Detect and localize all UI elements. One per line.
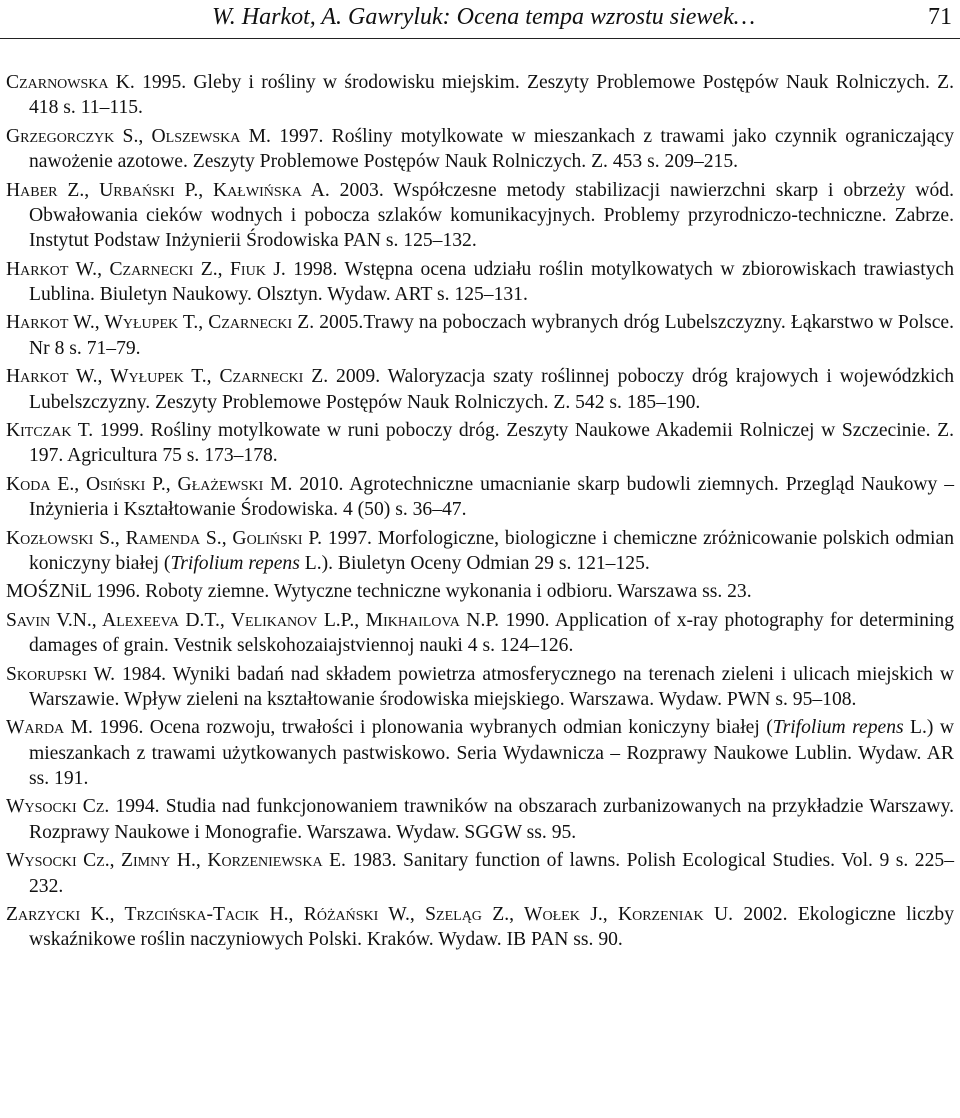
- reference-authors: Kitczak T.: [6, 419, 94, 441]
- reference-item: [6, 310, 954, 361]
- reference-item: [6, 608, 954, 659]
- reference-text: MOŚZNiL 1996. Roboty ziemne. Wytyczne techniczne wykonania i odbioru. Warszawa ss. 23.: [6, 581, 752, 603]
- reference-list: [6, 70, 954, 956]
- reference-item: [6, 848, 954, 899]
- reference-text: 1994. Studia nad funkcjonowaniem trawników na obszarach zurbanizowanych na przykładzie Warszawy. Rozprawy Naukowe i Monografie. Warszawa. Wydaw. SGGW ss. 95.: [29, 796, 955, 843]
- reference-text: 1997. Morfologiczne, biologiczne i chemiczne zróżnicowanie polskich odmian koniczyny białej (: [29, 527, 954, 574]
- reference-item: [6, 794, 954, 845]
- reference-text: 1990. Application of x-ray photography for determining damages of grain. Vestnik selskohozaiajstviennoj nauki 4 s. 124–126.: [29, 609, 955, 657]
- reference-authors: Zarzycki K., Trzcińska-Tacik H., Różański W., Szeląg Z., Wołek J., Korzeniak U.: [6, 904, 734, 926]
- reference-authors: Czarnowska K.: [6, 72, 135, 93]
- reference-item: [6, 364, 954, 415]
- reference-authors: Skorupski W.: [6, 663, 116, 685]
- reference-authors: Wysocki Cz., Zimny H., Korzeniewska E.: [6, 850, 346, 872]
- reference-text: 1984. Wyniki badań nad składem powietrza atmosferycznego na terenach zieleni i ulicach miejskich w Warszawie. Wpływ zieleni na kształtowanie środowiska miejskiego. Warszawa. Wydaw. PWN s. 95–108.: [29, 663, 954, 710]
- reference-authors: Haber Z., Urbański P., Kałwińska A.: [6, 179, 330, 201]
- reference-text-continued: L.). Biuletyn Oceny Odmian 29 s. 121–125.: [299, 552, 650, 574]
- reference-authors: Grzegorczyk S., Olszewska M.: [6, 125, 271, 147]
- reference-text: 2009. Waloryzacja szaty roślinnej poboczy dróg krajowych i wojewódzkich Lubelszczyzny. Zeszyty Problemowe Postępów Nauk Rolniczych. Z. 542 s. 185–190.: [29, 366, 954, 413]
- reference-text: 2003. Współczesne metody stabilizacji nawierzchni skarp i obrzeży wód. Obwałowania cieków wodnych i pobocza szlaków komunikacyjnych. Problemy przyrodniczo-techniczne. Zabrze. Instytut Podstaw Inżynierii Środowiska PAN s. 125–132.: [29, 179, 954, 252]
- reference-authors: Koda E., Osiński P., Głażewski M.: [6, 473, 293, 495]
- page-number: 71: [928, 4, 952, 30]
- running-head: W. Harkot, A. Gawryluk: Ocena tempa wzrostu siewek…: [212, 4, 756, 30]
- reference-text: 1999. Rośliny motylkowate w runi poboczy dróg. Zeszyty Naukowe Akademii Rolniczej w Szczecinie. Z. 197. Agricultura 75 s. 173–178.: [29, 419, 954, 467]
- reference-authors: Harkot W., Wyłupek T., Czarnecki Z.: [6, 366, 329, 388]
- reference-item: [6, 257, 954, 308]
- reference-item: [6, 902, 954, 953]
- reference-item: [6, 715, 954, 791]
- reference-text: 2005.Trawy na poboczach wybranych dróg Lubelszczyzny. Łąkarstwo w Polsce. Nr 8 s. 71–79.: [29, 312, 954, 359]
- reference-authors: Wysocki Cz.: [6, 796, 110, 818]
- reference-item: [6, 662, 954, 713]
- reference-item: [6, 124, 954, 175]
- reference-item: [6, 70, 954, 121]
- reference-authors: Warda M.: [6, 717, 93, 739]
- reference-item: [6, 579, 954, 604]
- reference-text-continued: L.) w mieszankach z trawami użytkowanych pastwiskowo. Seria Wydawnicza – Rozprawy Naukowe Lublin. Wydaw. AR ss. 191.: [29, 717, 954, 789]
- reference-authors: Kozłowski S., Ramenda S., Goliński P.: [6, 527, 323, 549]
- reference-text: 1983. Sanitary function of lawns. Polish Ecological Studies. Vol. 9 s. 225–232.: [29, 850, 954, 897]
- reference-text: 2010. Agrotechniczne umacnianie skarp budowli ziemnych. Przegląd Naukowy – Inżynieria i Kształtowanie Środowiska. 4 (50) s. 36–47.: [29, 473, 954, 521]
- reference-text: 1997. Rośliny motylkowate w mieszankach z trawami jako czynnik ograniczający nawożenie azotowe. Zeszyty Problemowe Postępów Nauk Rolniczych. Z. 453 s. 209–215.: [29, 125, 954, 173]
- reference-authors: Harkot W., Czarnecki Z., Fiuk J.: [6, 258, 286, 280]
- reference-text: 1995. Gleby i rośliny w środowisku miejskim. Zeszyty Problemowe Postępów Nauk Rolniczych. Z. 418 s. 11–115.: [29, 72, 954, 119]
- page-header: [0, 0, 960, 39]
- species-name-italic: Trifolium repens: [772, 717, 904, 739]
- species-name-italic: Trifolium repens: [170, 552, 300, 574]
- reference-authors: Harkot W., Wyłupek T., Czarnecki Z.: [6, 312, 315, 334]
- reference-item: [6, 418, 954, 469]
- reference-item: [6, 178, 954, 254]
- reference-text: 1996. Ocena rozwoju, trwałości i plonowania wybranych odmian koniczyny białej (: [92, 717, 773, 739]
- reference-authors: Savin V.N., Alexeeva D.T., Velikanov L.P., Mikhailova N.P.: [6, 609, 499, 631]
- reference-item: [6, 472, 954, 523]
- reference-text: 2002. Ekologiczne liczby wskaźnikowe roślin naczyniowych Polski. Kraków. Wydaw. IB PAN ss. 90.: [29, 904, 954, 951]
- reference-item: [6, 526, 954, 577]
- reference-text: 1998. Wstępna ocena udziału roślin motylkowatych w zbiorowiskach trawiastych Lublina. Biuletyn Naukowy. Olsztyn. Wydaw. ART s. 125–131.: [29, 258, 954, 305]
